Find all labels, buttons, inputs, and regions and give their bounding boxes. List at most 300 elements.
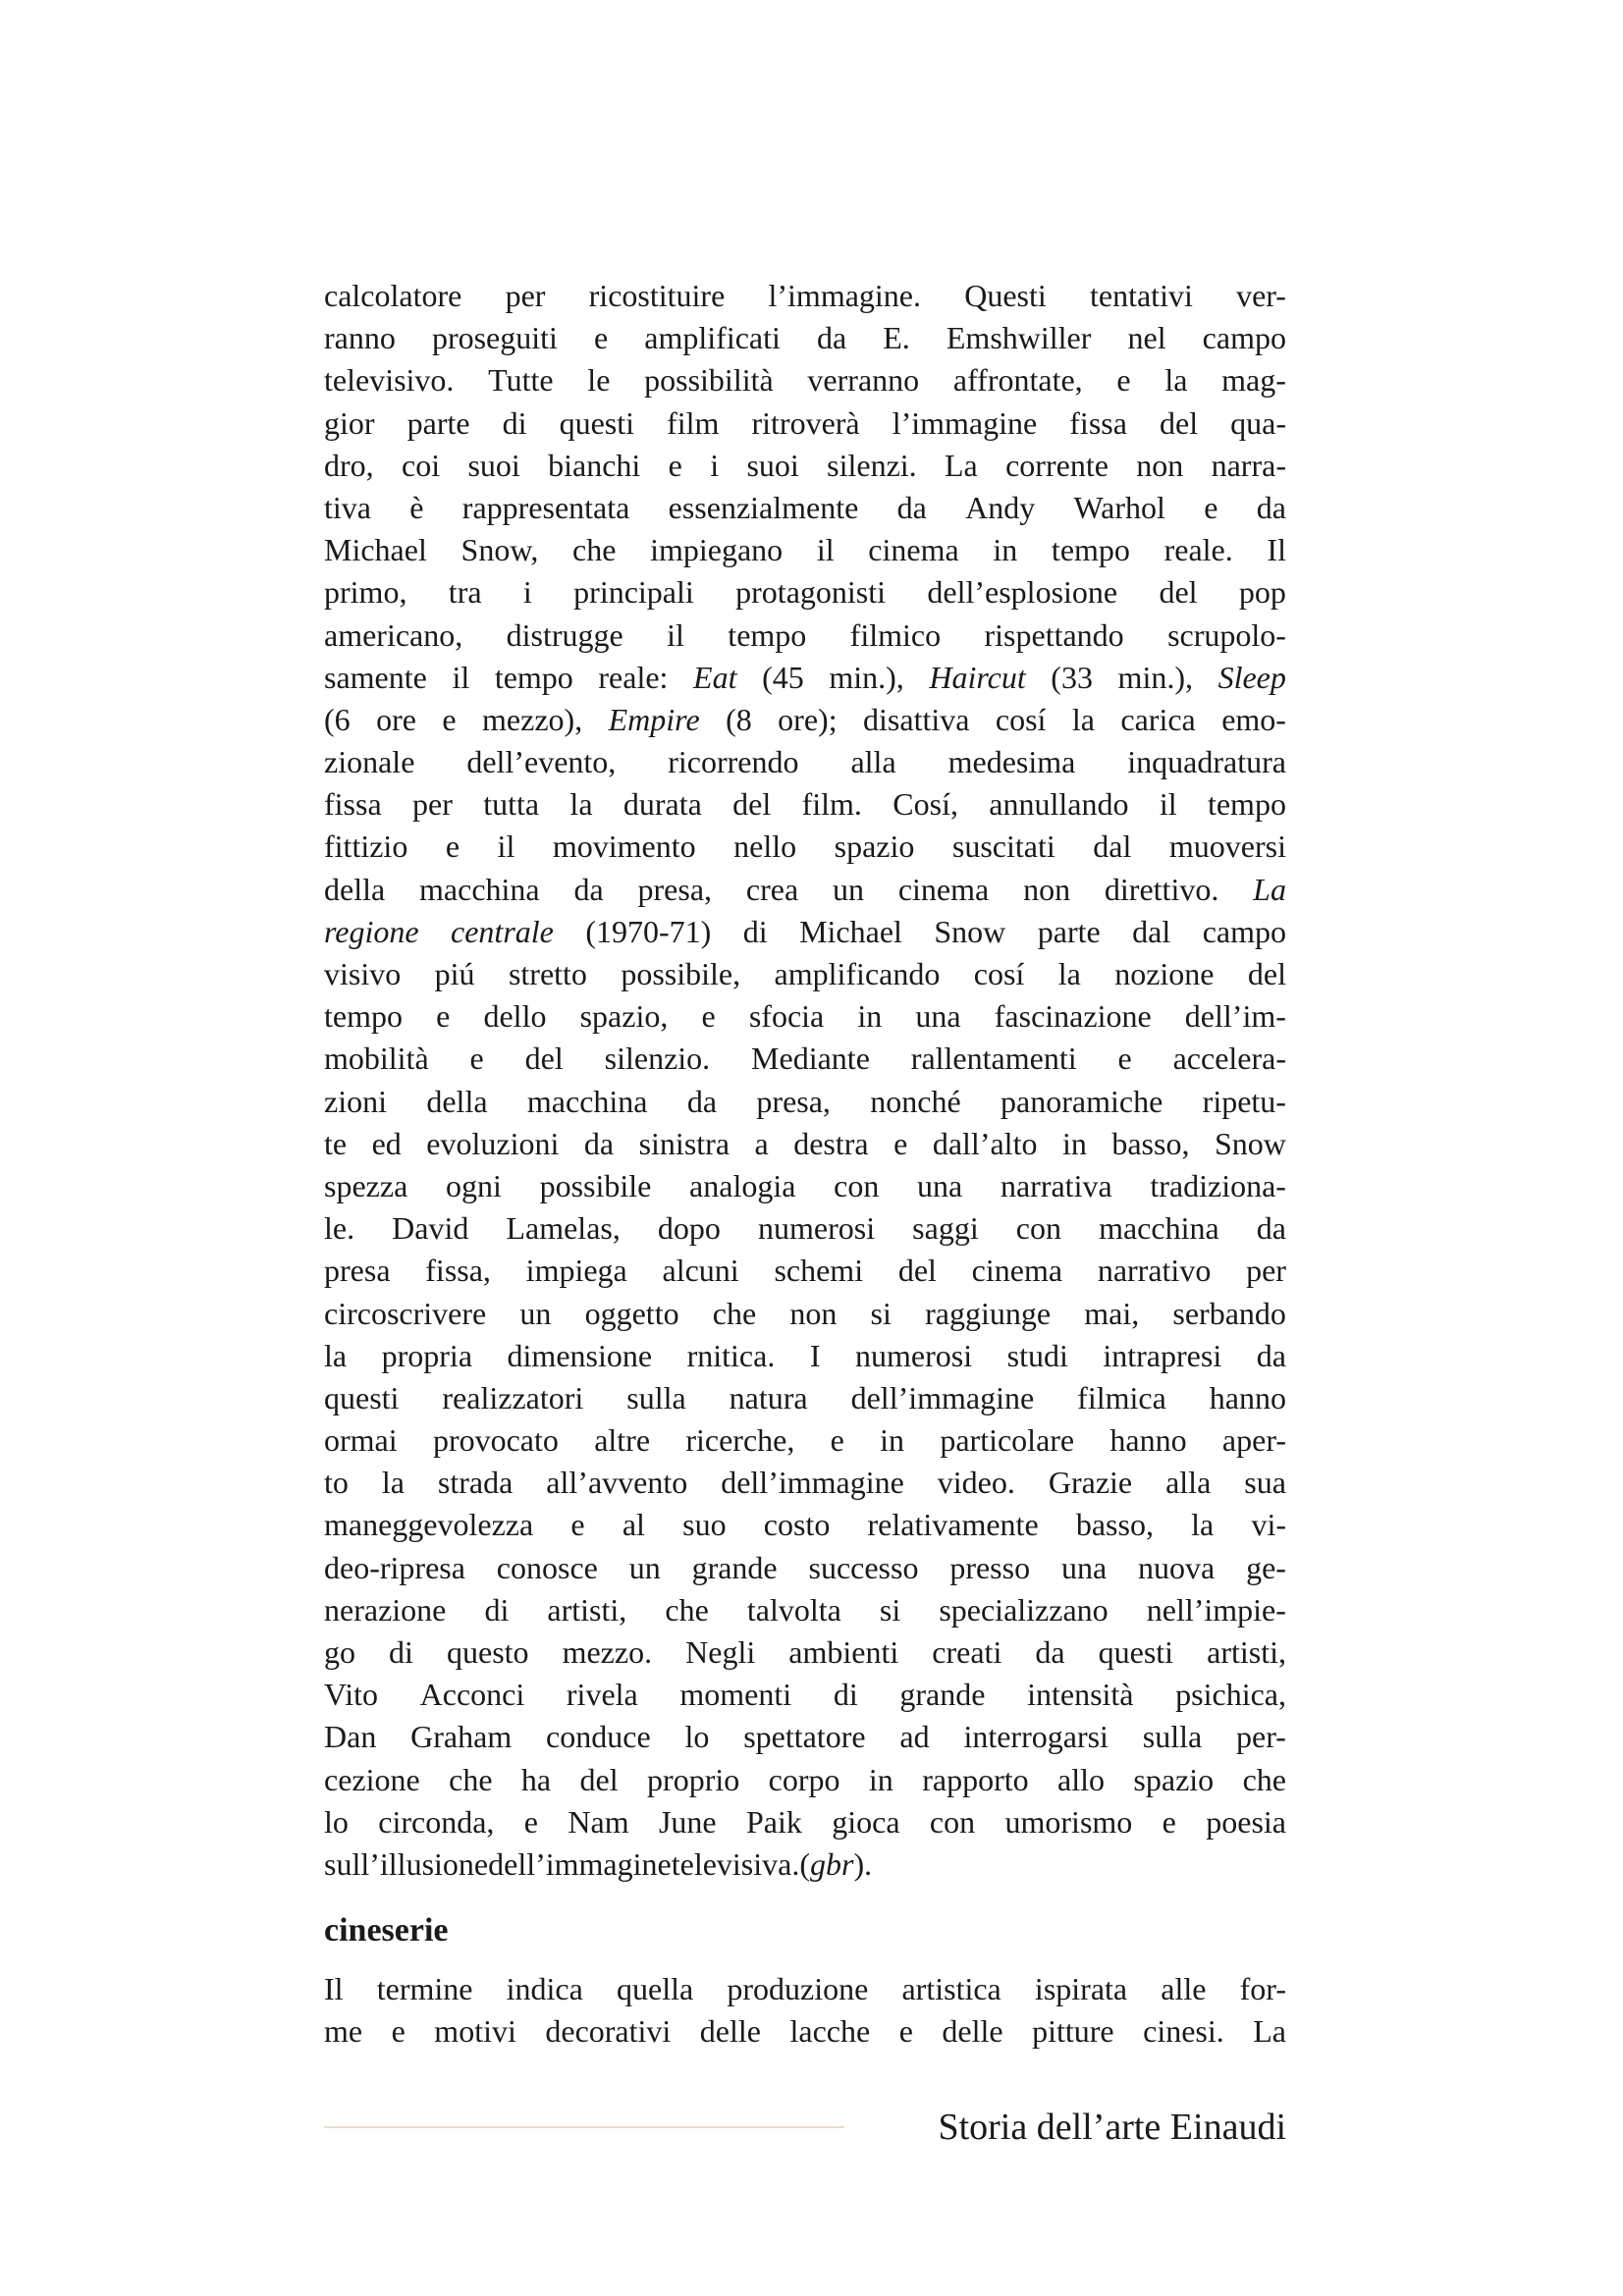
text-fragment: nuova	[1138, 1549, 1216, 1585]
text-word	[1001, 1081, 1163, 1123]
text-word	[324, 741, 414, 783]
text-word	[1191, 1504, 1214, 1546]
text-word	[548, 445, 640, 487]
text-fragment: verranno	[807, 362, 920, 399]
text-fragment: dopo	[657, 1210, 721, 1247]
text-fragment: di	[742, 913, 768, 949]
text-line	[324, 1377, 1286, 1419]
text-word	[598, 657, 668, 699]
text-word	[483, 783, 539, 826]
text-fragment: grande	[899, 1677, 986, 1713]
text-line	[324, 614, 1286, 657]
text-fragment: ore);	[778, 701, 838, 737]
text-fragment: piú	[434, 956, 475, 991]
text-fragment: a	[754, 1125, 769, 1161]
text-word	[1074, 487, 1165, 529]
text-word	[621, 953, 740, 995]
text-word	[570, 1504, 584, 1546]
text-fragment: destra	[793, 1125, 869, 1161]
text-word	[1175, 1674, 1286, 1716]
text-fragment: oggetto	[584, 1295, 679, 1331]
text-fragment: che	[712, 1295, 757, 1331]
text-word	[324, 1081, 387, 1123]
text-word	[667, 402, 719, 445]
text-fragment: vi-	[1251, 1507, 1286, 1543]
text-word	[433, 1419, 559, 1462]
text-fragment: la	[1191, 1507, 1215, 1543]
text-fragment: tradiziona-	[1150, 1167, 1286, 1203]
text-fragment: in	[1061, 1125, 1087, 1161]
text-fragment: dell’esplosione	[927, 574, 1118, 611]
text-word	[893, 1123, 907, 1165]
text-word	[584, 1123, 614, 1165]
text-fragment: gior	[324, 404, 375, 441]
text-word	[589, 275, 726, 317]
text-fragment: panoramiche	[1001, 1083, 1163, 1119]
text-fragment: tentativi	[1089, 278, 1193, 313]
text-word	[948, 741, 1076, 783]
text-word	[622, 1504, 645, 1546]
text-fragment: circonda,	[378, 1803, 495, 1840]
text-word	[1103, 1335, 1221, 1377]
text-fragment: distrugge	[506, 616, 623, 653]
text-fragment: accelera-	[1172, 1041, 1286, 1077]
text-word	[901, 1968, 1001, 2010]
text-fragment: zionale	[324, 744, 415, 780]
text-line	[324, 1631, 1286, 1674]
text-word	[1210, 1377, 1286, 1419]
text-word	[769, 1759, 840, 1801]
text-word	[376, 699, 416, 741]
text-fragment: in	[868, 1761, 893, 1797]
text-fragment: Sleep	[1217, 659, 1286, 695]
text-fragment: e	[391, 2013, 406, 2050]
text-word	[324, 1716, 376, 1758]
text-word	[684, 1716, 709, 1758]
text-word	[930, 1801, 975, 1843]
text-fragment: una	[1060, 1549, 1108, 1585]
text-fragment: reale.	[1163, 532, 1233, 568]
text-fragment: pop	[1238, 574, 1286, 611]
text-word	[952, 826, 1055, 868]
text-fragment: spezza	[324, 1167, 408, 1203]
text-fragment: con	[834, 1167, 880, 1203]
text-fragment: di	[484, 1591, 510, 1628]
text-word	[883, 317, 910, 359]
text-word	[922, 1759, 1028, 1801]
text-fragment: (8	[726, 701, 752, 737]
text-word	[984, 614, 1123, 657]
text-fragment: l’immagine	[892, 404, 1038, 441]
text-fragment: Mediante	[751, 1041, 870, 1077]
text-line	[324, 2010, 1286, 2053]
text-fragment: impiega	[525, 1253, 627, 1289]
text-word	[324, 1968, 344, 2010]
text-word	[831, 1419, 844, 1462]
text-word	[669, 445, 682, 487]
text-fragment: per	[412, 786, 453, 823]
text-word	[727, 1968, 868, 2010]
text-fragment: (45	[762, 659, 804, 695]
text-word	[949, 1547, 1030, 1589]
text-fragment: il	[452, 659, 470, 695]
text-fragment: e	[469, 1041, 484, 1077]
text-fragment: ver-	[1236, 278, 1286, 313]
text-word	[834, 1674, 858, 1716]
text-word	[1222, 1419, 1286, 1462]
text-fragment: poesia	[1206, 1803, 1286, 1840]
text-word	[1173, 1038, 1286, 1080]
text-fragment: schemi	[774, 1253, 864, 1289]
text-word	[668, 741, 798, 783]
text-fragment: maneggevolezza	[324, 1507, 534, 1543]
text-word	[972, 1250, 1062, 1292]
text-line	[324, 1038, 1286, 1080]
text-word	[572, 529, 616, 571]
text-fragment: Michael	[324, 532, 427, 568]
text-word	[807, 359, 919, 401]
text-fragment: go	[324, 1634, 355, 1670]
text-fragment: artisti,	[547, 1591, 627, 1628]
text-word	[1172, 1293, 1286, 1335]
text-fragment: proseguiti	[431, 320, 558, 356]
text-fragment: for-	[1239, 1971, 1286, 2006]
text-word	[672, 1843, 800, 1886]
text-fragment: e	[442, 701, 457, 737]
text-word	[1212, 445, 1286, 487]
text-fragment: altre	[594, 1422, 651, 1459]
text-word	[324, 1759, 420, 1801]
text-fragment: e	[445, 828, 460, 865]
text-word	[1215, 1123, 1286, 1165]
text-fragment: basso,	[1075, 1507, 1154, 1543]
text-word	[851, 1377, 1035, 1419]
text-fragment: calcolatore	[324, 278, 462, 313]
text-fragment: e	[523, 1803, 538, 1840]
footer-title: Storia dell’arte Einaudi	[938, 2107, 1286, 2148]
text-fragment: da	[1035, 1634, 1065, 1670]
text-word	[546, 1462, 687, 1504]
text-word	[392, 1207, 468, 1250]
text-word	[324, 1674, 378, 1716]
text-fragment: questi	[324, 1379, 400, 1415]
text-word	[669, 487, 859, 529]
text-fragment: (33	[1051, 659, 1093, 695]
text-fragment: da	[573, 871, 604, 907]
text-fragment: delle	[699, 2013, 761, 2050]
text-word	[623, 783, 702, 826]
text-line	[324, 1250, 1286, 1292]
text-word	[324, 1293, 486, 1335]
text-word	[324, 402, 375, 445]
text-fragment: nerazione	[324, 1591, 447, 1628]
text-word	[746, 1801, 802, 1843]
text-word	[1207, 1631, 1286, 1674]
text-fragment: annullando	[989, 786, 1129, 823]
text-fragment: suoi	[467, 447, 520, 483]
text-fragment: Eat	[693, 659, 737, 695]
text-word	[1165, 1462, 1211, 1504]
text-fragment: strada	[437, 1465, 514, 1501]
text-word	[569, 783, 592, 826]
text-line	[324, 1207, 1286, 1250]
text-word	[947, 317, 1092, 359]
text-word	[324, 1250, 391, 1292]
text-fragment: macchina	[1099, 1210, 1219, 1247]
text-fragment: muoversi	[1168, 828, 1286, 865]
text-fragment: la	[1057, 956, 1081, 991]
text-fragment: coi	[402, 447, 441, 483]
text-line	[324, 1674, 1286, 1716]
text-fragment: da	[816, 320, 847, 356]
text-word	[324, 953, 401, 995]
text-word	[993, 529, 1017, 571]
text-word	[626, 1377, 685, 1419]
text-fragment: disattiva	[863, 701, 970, 737]
text-fragment: l’immagine.	[768, 278, 921, 313]
text-fragment: fissa	[324, 786, 382, 823]
text-fragment: zioni	[324, 1083, 387, 1119]
text-word	[1090, 275, 1193, 317]
text-word	[1257, 1335, 1286, 1377]
text-word	[667, 614, 684, 657]
text-word	[467, 445, 519, 487]
text-fragment: propria	[381, 1337, 473, 1373]
text-fragment: le	[587, 362, 611, 399]
text-fragment: scrupolo-	[1167, 616, 1286, 653]
text-fragment: Haircut	[929, 659, 1026, 695]
text-word	[435, 953, 475, 995]
text-word	[799, 1843, 872, 1886]
text-fragment: conduce	[546, 1719, 651, 1755]
text-fragment: artisti,	[1207, 1634, 1286, 1670]
text-fragment: tiva	[324, 489, 371, 525]
text-fragment: filmico	[849, 616, 942, 653]
text-fragment: da	[1256, 489, 1286, 525]
text-fragment: dell’immagine	[850, 1379, 1035, 1415]
text-word	[410, 1716, 512, 1758]
text-fragment: spettatore	[743, 1719, 866, 1755]
text-word	[324, 359, 454, 401]
text-word	[799, 911, 902, 953]
text-fragment: ricerche,	[685, 1422, 795, 1459]
text-word	[788, 1631, 898, 1674]
text-word	[483, 995, 546, 1038]
text-word	[710, 445, 719, 487]
text-fragment: nello	[733, 828, 797, 865]
text-word	[412, 783, 453, 826]
text-fragment: costo	[763, 1507, 831, 1543]
text-word	[899, 1674, 985, 1716]
text-fragment: Michael	[799, 913, 902, 949]
text-fragment: gbr	[810, 1845, 854, 1882]
text-fragment: samente	[324, 659, 427, 695]
text-word	[893, 783, 958, 826]
text-word	[609, 699, 700, 741]
text-word	[527, 1081, 648, 1123]
text-fragment: un	[832, 871, 864, 907]
text-word	[650, 529, 783, 571]
text-word	[1163, 1801, 1176, 1843]
text-word	[324, 1631, 355, 1674]
text-fragment: la	[324, 1337, 348, 1373]
text-fragment: ambienti	[788, 1634, 899, 1670]
text-word	[989, 783, 1128, 826]
text-fragment: Tutte	[488, 362, 554, 399]
text-word	[1160, 783, 1177, 826]
text-fragment: circoscrivere	[324, 1295, 487, 1331]
text-fragment: (	[799, 1845, 810, 1882]
text-word	[605, 1038, 711, 1080]
text-fragment: lacche	[789, 2013, 871, 2050]
text-word	[778, 699, 837, 741]
text-fragment: e	[1116, 362, 1131, 399]
text-fragment: che	[572, 532, 617, 568]
text-word	[701, 995, 715, 1038]
text-fragment: in	[857, 998, 883, 1035]
text-word	[1253, 869, 1286, 911]
text-fragment: sua	[1244, 1465, 1286, 1501]
text-fragment: ed	[371, 1125, 402, 1161]
text-fragment: lo	[324, 1803, 349, 1840]
text-word	[793, 1123, 868, 1165]
text-fragment: numerosi	[855, 1337, 973, 1373]
text-fragment: sfocia	[748, 998, 825, 1035]
text-fragment: analogia	[689, 1167, 796, 1203]
text-fragment: mai,	[1084, 1295, 1140, 1331]
text-fragment: numerosi	[758, 1210, 876, 1247]
text-fragment: filmica	[1077, 1379, 1166, 1415]
text-word	[324, 699, 351, 741]
text-word	[1051, 657, 1093, 699]
text-line	[324, 1716, 1286, 1758]
text-fragment: la	[569, 786, 593, 823]
text-line	[324, 1123, 1286, 1165]
text-fragment: realizzatori	[442, 1379, 584, 1415]
text-word	[1257, 487, 1286, 529]
text-word	[728, 614, 806, 657]
text-fragment: possibile,	[621, 956, 741, 991]
text-fragment: questi	[1098, 1634, 1174, 1670]
text-word	[324, 317, 396, 359]
text-fragment: gioca	[832, 1803, 900, 1840]
text-fragment: e	[830, 1422, 844, 1459]
text-word	[774, 1250, 863, 1292]
text-fragment: il	[667, 616, 684, 653]
text-fragment: un	[519, 1295, 552, 1331]
text-word	[1230, 402, 1286, 445]
text-fragment: suoi	[746, 447, 799, 483]
text-fragment: ormai	[324, 1422, 398, 1459]
text-word	[746, 445, 798, 487]
text-word	[1032, 2010, 1114, 2053]
text-fragment: una	[915, 998, 961, 1035]
text-fragment: rivela	[566, 1677, 638, 1713]
text-word	[730, 1377, 808, 1419]
text-word	[324, 487, 371, 529]
text-fragment: e	[898, 2013, 913, 2050]
text-fragment: tempo	[728, 616, 807, 653]
text-word	[880, 1419, 904, 1462]
text-fragment: interrogarsi	[963, 1719, 1109, 1755]
text-word	[1027, 1674, 1133, 1716]
text-line	[324, 699, 1286, 741]
text-line	[324, 487, 1286, 529]
text-fragment: grande	[691, 1549, 778, 1585]
text-fragment: presa,	[637, 871, 713, 907]
text-word	[1038, 911, 1101, 953]
text-word	[1218, 657, 1286, 699]
text-word	[567, 1674, 638, 1716]
text-word	[682, 1504, 726, 1546]
text-word	[927, 571, 1117, 614]
text-fragment: per-	[1236, 1719, 1286, 1755]
text-line	[324, 783, 1286, 826]
text-fragment: e	[668, 447, 682, 483]
text-line	[324, 1462, 1286, 1504]
text-fragment: mobilità	[324, 1041, 429, 1077]
text-fragment: Il	[1267, 532, 1286, 568]
text-fragment: Grazie	[1048, 1465, 1133, 1501]
text-word	[1077, 1377, 1166, 1419]
text-fragment: visivo	[324, 956, 402, 991]
text-fragment: (6	[324, 701, 351, 737]
text-word	[942, 2010, 1002, 2053]
text-word	[451, 911, 554, 953]
text-fragment: presa,	[756, 1083, 831, 1119]
text-word	[402, 445, 440, 487]
text-line	[324, 529, 1286, 571]
text-word	[452, 657, 469, 699]
text-line	[324, 1081, 1286, 1123]
text-fragment: primo,	[324, 574, 407, 611]
text-fragment: proprio	[647, 1761, 740, 1797]
text-fragment: Cosí,	[893, 786, 958, 823]
text-fragment: un	[628, 1549, 661, 1585]
text-word	[382, 1462, 405, 1504]
text-word	[1185, 995, 1286, 1038]
text-word	[995, 995, 1152, 1038]
text-word	[507, 614, 623, 657]
text-fragment: successo	[808, 1549, 919, 1585]
text-line	[324, 1504, 1286, 1546]
text-word	[378, 1801, 494, 1843]
text-word	[638, 869, 713, 911]
text-fragment: al	[622, 1507, 645, 1543]
text-word	[1246, 1547, 1286, 1589]
text-word	[382, 1335, 472, 1377]
text-word	[1160, 402, 1198, 445]
text-fragment: indica	[506, 1971, 583, 2006]
text-word	[870, 1081, 960, 1123]
text-fragment: aper-	[1221, 1422, 1286, 1459]
text-word	[377, 1968, 473, 2010]
text-word	[850, 741, 895, 783]
text-fragment: della	[426, 1083, 488, 1119]
text-word	[1052, 529, 1130, 571]
text-word	[1164, 529, 1233, 571]
text-word	[685, 1419, 794, 1462]
text-fragment: dell’evento,	[466, 744, 617, 780]
text-word	[488, 1843, 672, 1886]
text-fragment: La	[1253, 871, 1286, 907]
text-fragment: narrativo	[1097, 1253, 1212, 1289]
text-fragment: spazio	[834, 828, 915, 865]
text-fragment: ripetu-	[1202, 1083, 1286, 1119]
text-word	[996, 699, 1047, 741]
text-word	[523, 571, 532, 614]
text-word	[1093, 826, 1131, 868]
